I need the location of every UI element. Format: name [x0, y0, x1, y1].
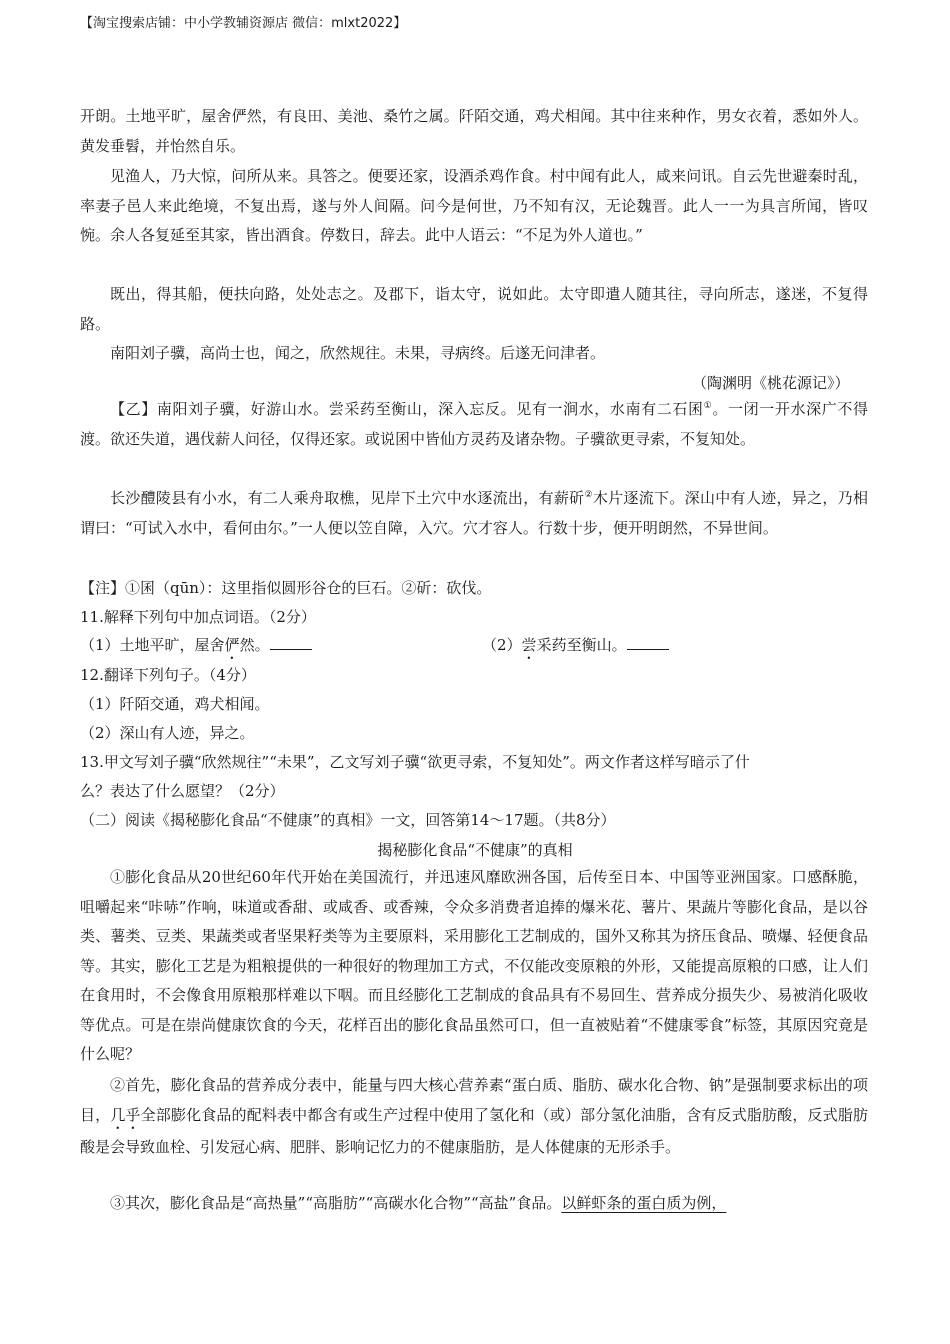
q11-2-answer-blank[interactable] [627, 635, 669, 650]
article-p3-underlined-text: 以鲜虾条的蛋白质为例， [561, 1194, 727, 1212]
question-12-title: 12.翻译下列句子。（4分） [80, 666, 256, 684]
q11-2-text-a: （2） [482, 636, 522, 654]
q11-2-text-b: 采药至衡山。 [536, 636, 627, 654]
article-p2-dotted-word: 几乎 [110, 1105, 141, 1124]
article-title: 揭秘膨化食品“不健康”的真相 [377, 841, 573, 859]
q11-1-text-b: 然。 [239, 636, 270, 654]
passage-a-paragraph-1 [80, 102, 868, 161]
passage-a-p1-text: 开朗。土地平旷，屋舍俨然，有良田、美池、桑竹之属。阡陌交通，鸡犬相闻。其中往来种作，男女衣着，悉如外人。黄发垂髫，并怡然自乐。 [80, 107, 868, 155]
footnote-marker-1: ① [703, 401, 713, 411]
passage-b-p2-text-a: 长沙醴陵县有小水，有二人乘舟取樵，见岸下土穴中水逐流出，有薪斫 [110, 489, 585, 507]
passage-b-p2-text-b: 木片逐流下。深山中有人迹，异之，乃相谓曰：“可试入水中，看何由尔。”一人便以笠自障，入穴。穴才容人。行数十步，便开明朗然，不异世间。 [80, 489, 868, 537]
question-11-item-2 [482, 635, 669, 663]
article-paragraph-1 [80, 863, 868, 1070]
question-12-item-2: （2）深山有人迹，异之。 [80, 724, 255, 742]
q11-1-answer-blank[interactable] [270, 635, 312, 650]
passage-a-source: （陶渊明《桃花源记》） [692, 374, 850, 392]
passage-b-paragraph-2 [80, 484, 868, 543]
passage-b-paragraph-1 [80, 395, 868, 454]
question-11-item-1 [80, 635, 312, 663]
article-p1-text: ①膨化食品从20世纪60年代开始在美国流行，并迅速风靡欧洲各国，后传至日本、中国等亚洲国家。口感酥脆，咀嚼起来“咔哧”作响，味道或香甜、或咸香、或香辣，令众多消费者追捧的爆米花、薯片、果蔬片等膨化食品，是以谷类、薯类、豆类、果蔬类或者坚果籽类等为主要原料，采用膨化工艺制成的，国外又称其为挤压食品、喷爆、轻便食品等。其实，膨化工艺是为粗粮提供的一种很好的物理加工方式，不仅能改变原粮的外形，又能提高原粮的口感，让人们在食用时，不会像食用原粮那样难以下咽。而且经膨化工艺制成的食品具有不易回生、营养成分损失少、易被消化吸收等优点。可是在崇尚健康饮食的今天，花样百出的膨化食品虽然可口，但一直被贴着“不健康零食”标签，其原因究竟是什么呢？ [80, 868, 868, 1063]
passage-a-p4-text: 南阳刘子骥，高尚士也，闻之，欣然规往。未果，寻病终。后遂无问津者。 [110, 344, 606, 362]
passage-a-paragraph-4 [80, 339, 868, 369]
shop-header: 【淘宝搜索店铺：中小学教辅资源店 微信：mlxt2022】 [80, 16, 407, 31]
section-2-intro: （二）阅读《揭秘膨化食品“不健康”的真相》一文，回答第14～17题。（共8分） [80, 811, 616, 829]
question-11-title: 11.解释下列句中加点词语。（2分） [80, 608, 316, 626]
annotation-note: 【注】①囷（qūn）：这里指似圆形谷仓的巨石。②斫：砍伐。 [80, 579, 492, 597]
article-p2-text-a: ②首先，膨化食品的营养成分表中，能量与四大核心营养素“蛋白质、脂肪、碳水化合物、钠”是强制要求标出的项目， [80, 1076, 868, 1124]
footnote-marker-2: ② [584, 490, 593, 500]
passage-a-p2-text: 见渔人，乃大惊，问所从来。具答之。便要还家，设酒杀鸡作食。村中闻有此人，咸来问讯。自云先世避秦时乱，率妻子邑人来此绝境，不复出焉，遂与外人间隔。问今是何世，乃不知有汉，无论魏晋。此人一一为具言所闻，皆叹惋。余人各复延至其家，皆出酒食。停数日，辞去。此中人语云：“不足为外人道也。” [80, 167, 868, 244]
article-p2-text-b: 全部膨化食品的配料表中都含有或生产过程中使用了氢化和（或）部分氢化油脂，含有反式脂肪酸，反式脂肪酸是会导致血栓、引发冠心病、肥胖、影响记忆力的不健康脂肪，是人体健康的无形杀手。 [80, 1105, 868, 1156]
question-12-item-1: （1）阡陌交通，鸡犬相闻。 [80, 695, 270, 713]
question-13-line-1: 13.甲文写刘子骥“欣然规往”“未果”，乙文写刘子骥“欲更寻索，不复知处”。两文作者这样写暗示了什 [80, 753, 750, 771]
article-paragraph-3 [80, 1189, 868, 1219]
passage-a-p3-text: 既出，得其船，便扶向路，处处志之。及郡下，诣太守，说如此。太守即遣人随其往，寻向所志，遂迷，不复得路。 [80, 285, 868, 333]
passage-b-p1-text-b: 。一闭一开水深广不得渡。欲还失道，遇伐薪人问径，仅得还家。或说囷中皆仙方灵药及诸杂物。子骥欲更寻索，不复知处。 [80, 400, 868, 448]
question-13-line-2: 么？表达了什么愿望？（2分） [80, 782, 285, 800]
passage-b-p1-text-a: 南阳刘子骥，好游山水。尝采药至衡山，深入忘反。见有一涧水，水南有二石囷 [156, 400, 704, 418]
q11-2-dotted-word: 尝 [521, 636, 537, 654]
q11-1-dotted-word: 俨 [224, 636, 240, 654]
q11-1-text-a: （1）土地平旷，屋舍 [80, 636, 225, 654]
article-p3-text: ③其次，膨化食品是“高热量”“高脂肪”“高碳水化合物”“高盐”食品。 [110, 1194, 562, 1212]
passage-a-paragraph-3 [80, 280, 868, 339]
article-paragraph-2 [80, 1071, 868, 1162]
passage-b-label: 【乙】 [110, 400, 157, 418]
passage-a-paragraph-2 [80, 162, 868, 251]
